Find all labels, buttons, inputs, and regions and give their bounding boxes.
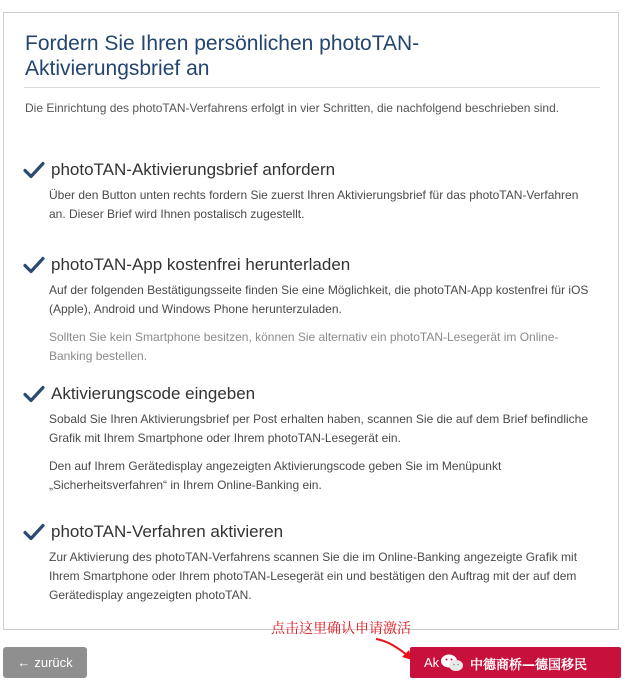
watermark-text: 中德商桥—德国移民: [470, 657, 588, 673]
page-title: Fordern Sie Ihren persönlichen photoTAN-Aktivierungsbrief an: [25, 32, 420, 80]
step-2-note: Sollten Sie kein Smartphone besitzen, können Sie alternativ ein photoTAN-Lesegerät im Online-Banking bestellen.: [49, 330, 559, 363]
step-2: [23, 253, 603, 366]
watermark: [440, 653, 587, 673]
check-icon: [23, 161, 45, 179]
step-3-description: Sobald Sie Ihren Aktivierungsbrief per Post erhalten haben, scannen Sie die auf dem Brief befindliche Grafik mit Ihrem Smartphone oder Ihrem photoTAN-Lesegerät ein.: [49, 412, 589, 445]
intro-text: Die Einrichtung des photoTAN-Verfahrens erfolgt in vier Schritten, die nachfolgend beschrieben sind.: [25, 101, 560, 115]
back-button-label: zurück: [34, 655, 73, 670]
activation-panel: [3, 12, 619, 630]
step-4: [23, 520, 603, 605]
step-1: [23, 158, 603, 224]
back-button[interactable]: [3, 647, 87, 678]
activate-button-label: Ak: [424, 655, 440, 670]
arrow-left-icon: ←: [17, 655, 31, 670]
check-icon: [23, 523, 45, 541]
wechat-icon: [440, 653, 464, 673]
step-2-title: photoTAN-App kostenfrei herunterladen: [51, 255, 351, 274]
check-icon: [23, 385, 45, 403]
title-divider: [24, 87, 600, 88]
step-1-title: photoTAN-Aktivierungsbrief anfordern: [51, 160, 336, 179]
step-2-description: Auf der folgenden Bestätigungsseite finden Sie eine Möglichkeit, die photoTAN-App kostenfrei für iOS (Apple), Android und Windows Phone herunterzuladen.: [49, 283, 589, 316]
step-3-title: Aktivierungscode eingeben: [51, 384, 256, 403]
step-4-description: Zur Aktivierung des photoTAN-Verfahrens scannen Sie die im Online-Banking angezeigte Grafik mit Ihrem Smartphone oder Ihrem photoTAN-Lesegerät ein und bestätigen den Auftrag mit der auf dem Gerätedisplay angezeigten photoTAN.: [49, 550, 578, 602]
step-4-title: photoTAN-Verfahren aktivieren: [51, 522, 284, 541]
step-1-description: Über den Button unten rechts fordern Sie zuerst Ihren Aktivierungsbrief für das photoTAN-Verfahren an. Dieser Brief wird Ihnen postalisch zugestellt.: [49, 188, 579, 221]
step-3: [23, 382, 603, 495]
annotation-text: 点击这里确认申请激活: [271, 621, 411, 637]
check-icon: [23, 256, 45, 274]
step-3-note: Den auf Ihrem Gerätedisplay angezeigten Aktivierungscode geben Sie im Menüpunkt „Sicherheitsverfahren“ in Ihrem Online-Banking ein.: [49, 459, 502, 492]
